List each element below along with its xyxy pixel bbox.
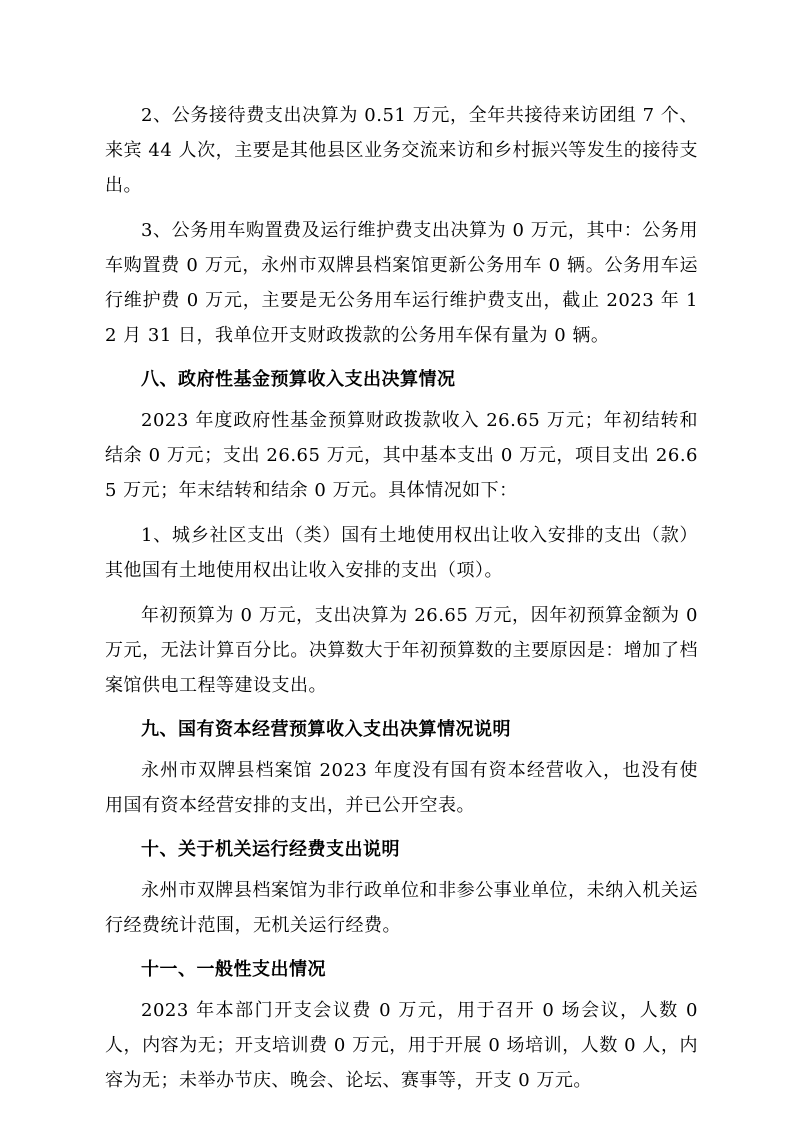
paragraph-general-expense: 2023 年本部门开支会议费 0 万元，用于召开 0 场会议，人数 0 人，内容为无；开支培训费 0 万元，用于开展 0 场培训，人数 0 人，内容为无；未举办节庆、晚会、论坛、赛事等，开支 0 万元。 <box>105 1000 698 1091</box>
paragraph-state-capital: 永州市双牌县档案馆 2023 年度没有国有资本经营收入，也没有使用国有资本经营安排的支出，并已公开空表。 <box>105 760 698 816</box>
section-heading-9: 九、国有资本经营预算收入支出决算情况说明 <box>141 719 511 740</box>
paragraph-fund-category: 1、城乡社区支出（类）国有土地使用权出让收入安排的支出（款）其他国有土地使用权出让收入安排的支出（项）。 <box>105 525 698 581</box>
paragraph-vehicle-expense: 3、公务用车购置费及运行维护费支出决算为 0 万元，其中：公务用车购置费 0 万元，永州市双牌县档案馆更新公务用车 0 辆。公务用车运行维护费 0 万元，主要是无公务用车运行维护费支出，截止 2023 年 12 月 31 日，我单位开支财政拨款的公务用车保有量为 0 辆。 <box>105 220 698 346</box>
section-heading-10: 十、关于机关运行经费支出说明 <box>141 839 400 860</box>
section-heading-8: 八、政府性基金预算收入支出决算情况 <box>141 369 456 390</box>
paragraph-fund-summary: 2023 年度政府性基金预算财政拨款收入 26.65 万元；年初结转和结余 0 万元；支出 26.65 万元，其中基本支出 0 万元，项目支出 26.65 万元；年末结转和结余 0 万元。具体情况如下： <box>105 410 698 501</box>
section-heading-11: 十一、一般性支出情况 <box>141 959 326 980</box>
paragraph-fund-budget: 年初预算为 0 万元，支出决算为 26.65 万元，因年初预算金额为 0 万元，无法计算百分比。决算数大于年初预算数的主要原因是：增加了档案馆供电工程等建设支出。 <box>105 605 698 696</box>
paragraph-operating-expense: 永州市双牌县档案馆为非行政单位和非参公事业单位，未纳入机关运行经费统计范围，无机关运行经费。 <box>105 880 698 936</box>
document-body <box>105 98 698 1108</box>
paragraph-reception-expense: 2、公务接待费支出决算为 0.51 万元，全年共接待来访团组 7 个、来宾 44 人次，主要是其他县区业务交流来访和乡村振兴等发生的接待支出。 <box>105 105 698 196</box>
